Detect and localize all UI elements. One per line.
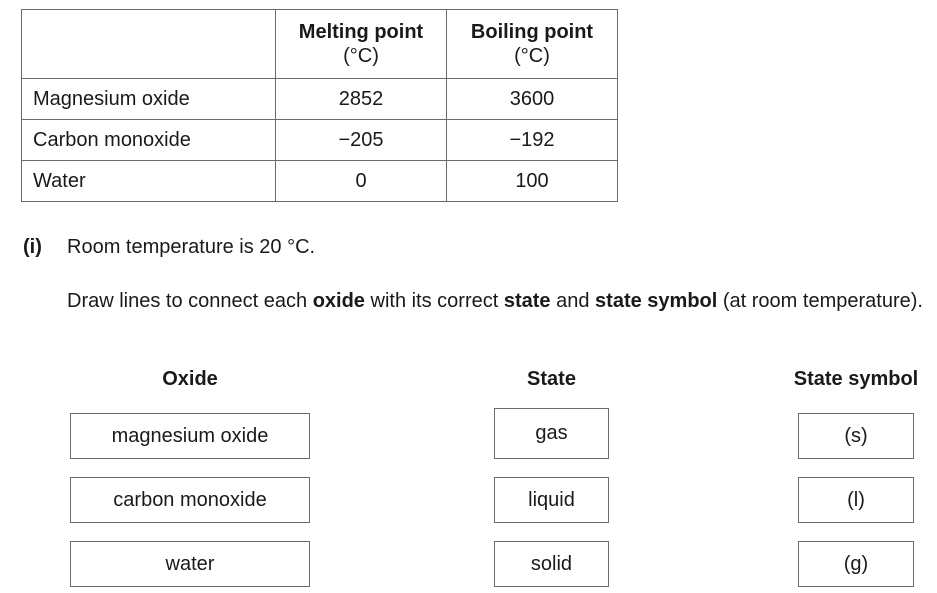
table-header-blank: [22, 10, 276, 79]
question-statement: Room temperature is 20 °C.: [67, 236, 316, 258]
instruction-text: Draw lines to connect each: [67, 290, 313, 312]
table-row: [22, 120, 618, 161]
instruction-text: (at room temperature).: [717, 290, 923, 312]
instruction-bold: state: [503, 290, 551, 312]
state-box-liquid[interactable]: liquid: [494, 477, 609, 523]
properties-table: [21, 9, 618, 202]
header-name: Boiling point: [470, 21, 594, 43]
oxide-box-water[interactable]: water: [70, 541, 310, 587]
symbol-box-s[interactable]: (s): [798, 413, 914, 459]
header-name: Melting point: [298, 21, 424, 43]
table-row: [22, 161, 618, 202]
header-unit: (°C): [514, 45, 550, 67]
state-box-gas[interactable]: gas: [494, 408, 609, 459]
question-instruction: [67, 289, 929, 314]
table-header-boiling: [447, 10, 618, 79]
symbol-box-g[interactable]: (g): [798, 541, 914, 587]
oxide-box-carbon-monoxide[interactable]: carbon monoxide: [70, 477, 310, 523]
table-header-melting: [276, 10, 447, 79]
instruction-bold: state symbol: [595, 290, 718, 312]
melting-cell: −205: [276, 120, 447, 161]
melting-cell: 0: [276, 161, 447, 202]
substance-cell: Magnesium oxide: [22, 79, 276, 120]
boiling-cell: 100: [447, 161, 618, 202]
substance-cell: Water: [22, 161, 276, 202]
instruction-text: and: [550, 290, 596, 312]
boiling-cell: 3600: [447, 79, 618, 120]
table-row: [22, 79, 618, 120]
state-box-solid[interactable]: solid: [494, 541, 609, 587]
question-number: (i): [23, 236, 42, 258]
header-unit: (°C): [343, 45, 379, 67]
oxide-box-magnesium-oxide[interactable]: magnesium oxide: [70, 413, 310, 459]
instruction-text: with its correct: [364, 290, 504, 312]
symbol-box-l[interactable]: (l): [798, 477, 914, 523]
table-header-row: [22, 10, 618, 79]
symbol-column-header: State symbol: [793, 368, 919, 390]
substance-cell: Carbon monoxide: [22, 120, 276, 161]
melting-cell: 2852: [276, 79, 447, 120]
state-column-header: State: [527, 368, 576, 390]
boiling-cell: −192: [447, 120, 618, 161]
instruction-bold: oxide: [312, 290, 365, 312]
oxide-column-header: Oxide: [162, 368, 218, 390]
